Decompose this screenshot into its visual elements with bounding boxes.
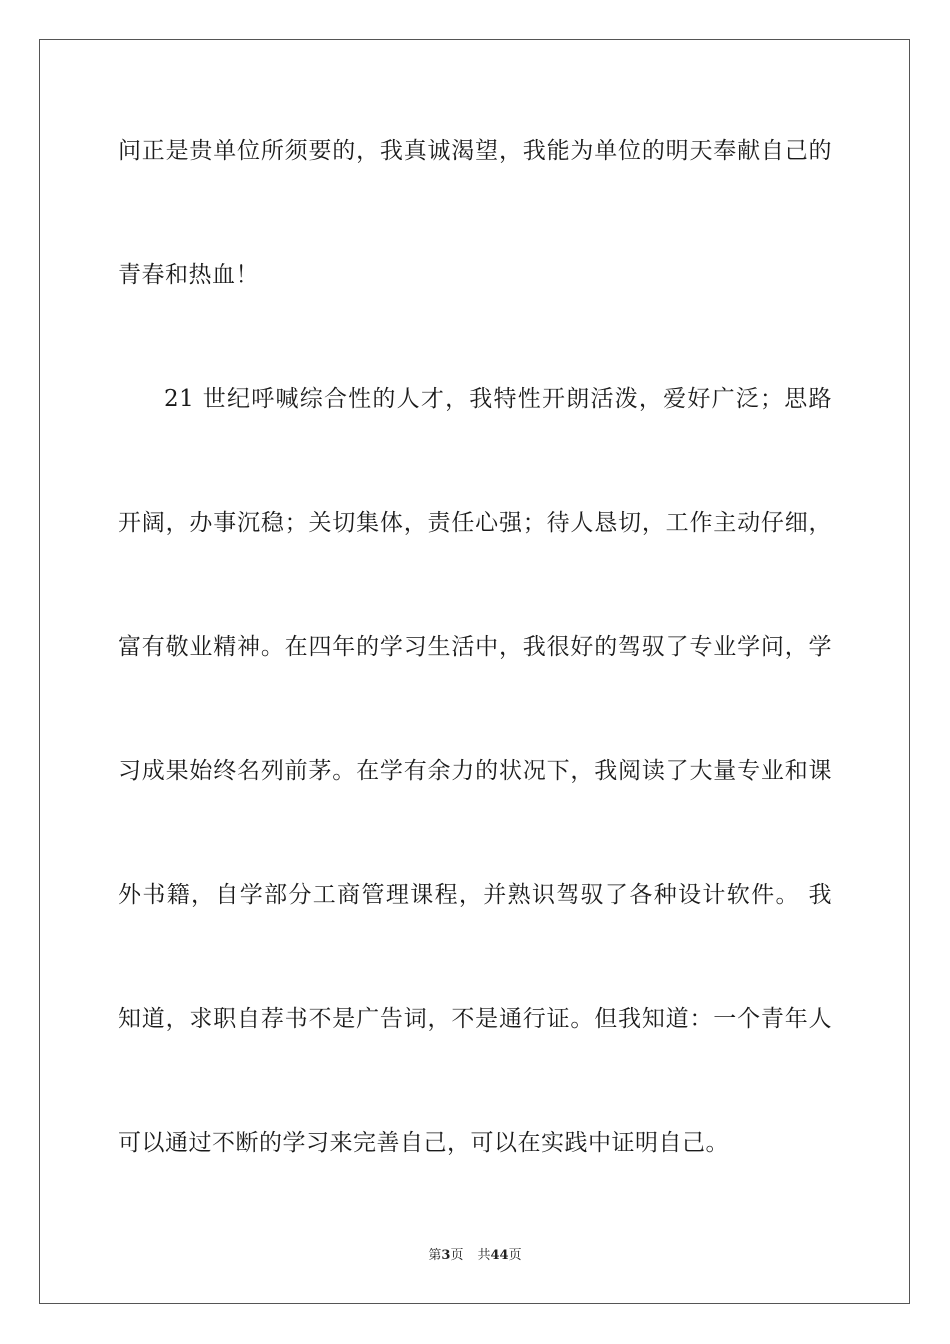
text-line-9: 可以通过不断的学习来完善自己，可以在实践中证明自己。 [118, 1130, 729, 1156]
total-pages: 44 [490, 1248, 509, 1263]
total-prefix: 共 [477, 1248, 491, 1263]
text-line-7: 外书籍，自学部分工商管理课程，并熟识驾驭了各种设计软件。 我 [118, 882, 832, 908]
text-line-3: 21 世纪呼喊综合性的人才，我特性开朗活泼，爱好广泛；思路 [164, 386, 832, 412]
page-number: 3 [441, 1248, 451, 1263]
text-line-5: 富有敬业精神。在四年的学习生活中，我很好的驾驭了专业学问，学 [118, 634, 832, 660]
text-line-8: 知道，求职自荐书不是广告词，不是通行证。但我知道：一个青年人 [118, 1006, 832, 1032]
page-footer [0, 1247, 950, 1265]
text-line-4: 开阔，办事沉稳；关切集体，责任心强；待人恳切，工作主动仔细， [118, 510, 832, 536]
text-line-6: 习成果始终名列前茅。在学有余力的状况下，我阅读了大量专业和课 [118, 758, 832, 784]
page-suffix: 页 [450, 1248, 464, 1263]
text-line-1: 问正是贵单位所须要的，我真诚渴望，我能为单位的明天奉献自己的 [118, 138, 832, 164]
total-suffix: 页 [508, 1248, 522, 1263]
text-line-2: 青春和热血！ [118, 262, 259, 288]
page-prefix: 第 [428, 1248, 442, 1263]
page-border [39, 39, 910, 1304]
